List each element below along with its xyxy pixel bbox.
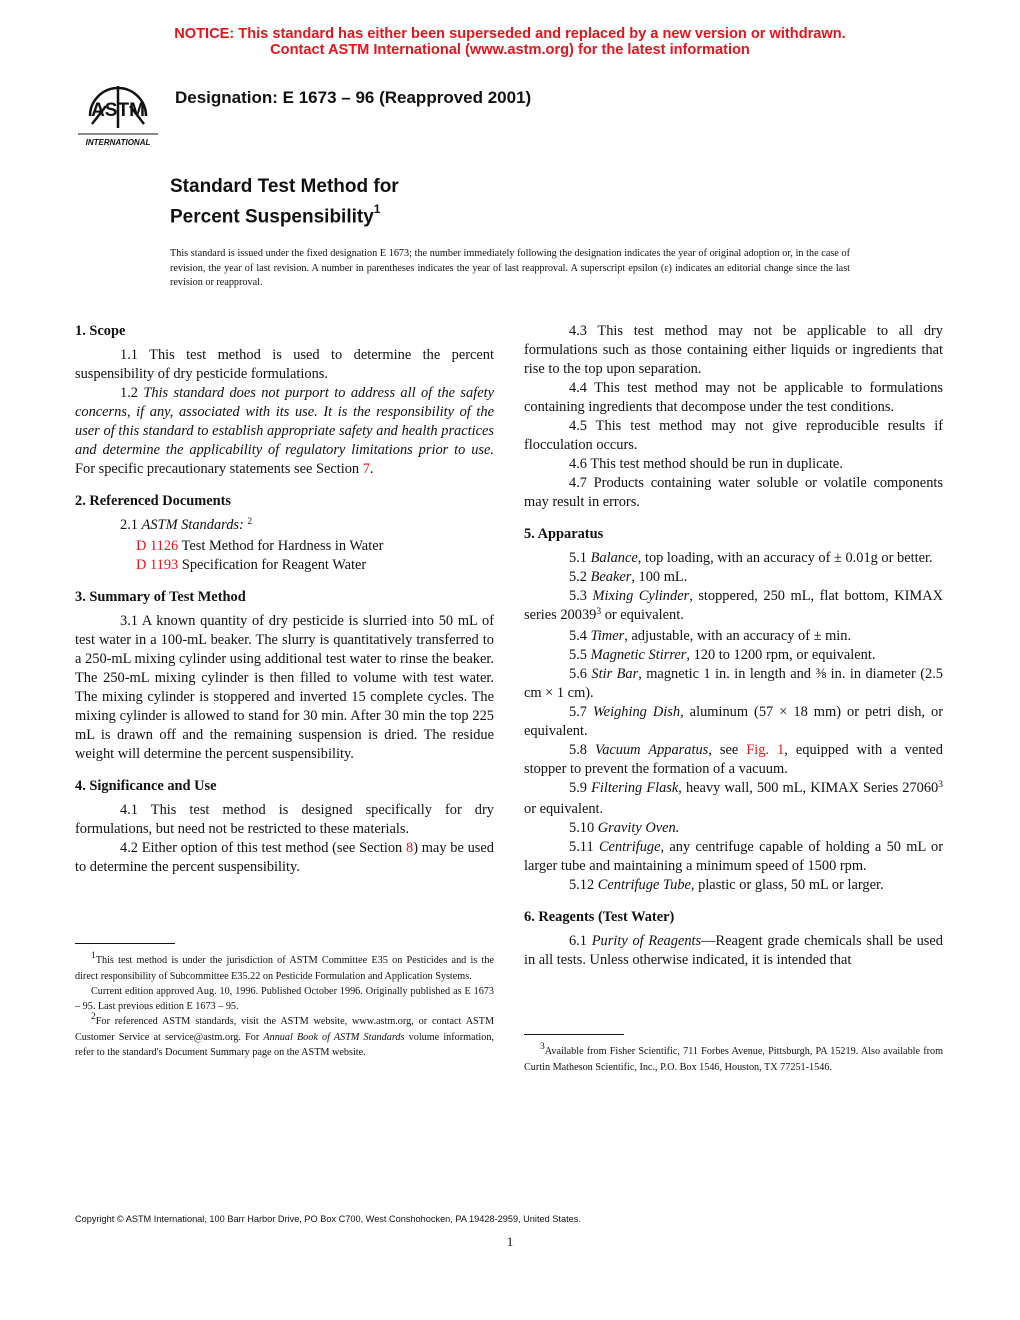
footnote-marker: 3 [596,607,602,617]
para-4-7: 4.7 Products containing water soluble or volatile components may result in errors. [524,475,943,510]
term: Balance [590,550,638,566]
section-3-heading: 3. Summary of Test Method [75,589,246,605]
para-text: , stoppered, 250 mL, flat bottom, KIMAX series 20039 [524,588,943,623]
figure-1-link[interactable]: Fig. 1 [746,742,785,758]
issuance-note: This standard is issued under the fixed designation E 1673; the number immediately following the designation indicates the year of original adoption or, in the case of revision, the year of last revision. A number in parentheses indicates the year of last reapproval. A superscript epsilon (ε) indicates an editorial change since the last revision or reapproval. [170,248,850,288]
para-1-1: 1.1 This test method is used to determine the percent suspensibility of dry pesticide formulations. [75,347,494,382]
ref-title: Test Method for Hardness in Water [178,538,384,554]
left-column [75,322,494,877]
para-num: 5.7 [569,704,594,720]
copyright-line: Copyright © ASTM International, 100 Barr Harbor Drive, PO Box C700, West Conshohocken, PA 19428-2959, United States. [75,1214,581,1224]
footnote-marker: 3 [540,1042,545,1052]
footnote-text: For referenced ASTM standards, visit the ASTM website, www.astm.org, or contact ASTM Customer Service at service@astm.org. For [75,1016,494,1043]
para-text: —Reagent grade chemicals shall be used in all tests. Unless otherwise indicated, it is intended that [524,933,943,968]
para-5-9 [524,779,943,819]
para-text: , heavy wall, 500 mL, KIMAX Series 27060 [678,780,939,796]
para-num: 5.2 [569,569,591,585]
para-num: 5.6 [569,666,592,682]
para-5-3 [524,587,943,627]
para-3-1: 3.1 A known quantity of dry pesticide is slurried into 50 mL of test water in a 100-mL beaker. The slurry is quantitatively transferred to a 250-mL mixing cylinder using additional test water to rinse the beaker. The 250-mL mixing cylinder is then filled to volume with test water. The mixing cylinder is stoppered and inverted 15 complete cycles. The mixing cylinder is allowed to stand for 30 min. After 30 min the top 225 mL is drawn off and the remaining suspension is dried. The residue weight will determine the percent suspensibility. [75,613,494,762]
footnote-marker: 2 [91,1012,96,1022]
para-4-6: 4.6 This test method should be run in duplicate. [569,456,843,472]
reference-d1193 [75,556,494,575]
para-num: 5.3 [569,588,593,604]
para-num: 2.1 [120,517,142,533]
term: Beaker [590,569,632,585]
d1126-link[interactable]: D 1126 [136,538,179,554]
footnote-text: Available from Fisher Scientific, 711 Forbes Avenue, Pittsburgh, PA 15219. Also available from Curtin Matheson Scientific, Inc., P.O. Box 1546, Houston, TX 77251-1546. [524,1046,943,1073]
footnote-rule-left [75,943,175,944]
para-num: 5.4 [569,628,591,644]
para-5-12 [524,876,943,895]
para-5-1 [524,549,943,568]
d1193-link[interactable]: D 1193 [136,557,179,573]
footnote-marker: 1 [91,951,96,961]
term: Weighing Dish [593,704,681,720]
para-text: or equivalent. [524,801,604,817]
para-4-1: 4.1 This test method is designed specifically for dry formulations, but need not be restricted to these materials. [75,802,494,837]
term: Gravity Oven. [597,820,680,836]
section-4-heading: 4. Significance and Use [75,778,217,794]
term: Timer [590,628,625,644]
para-4-2 [75,839,494,877]
term: Magnetic Stirrer [590,647,687,663]
term: Centrifuge Tube [597,877,691,893]
footnote-text: This test method is under the jurisdiction of ASTM Committee E35 on Pesticides and is the direct responsibility of Subcommittee E35.22 on Pesticide Formulation and Application Systems. [75,955,494,982]
astm-standards-label: ASTM Standards: [141,517,244,533]
para-text: , adjustable, with an accuracy of ± min. [624,628,852,644]
notice-line-2: Contact ASTM International (www.astm.org) for the latest information [270,42,750,58]
para-text: , 120 to 1200 rpm, or equivalent. [686,647,876,663]
para-5-8 [524,741,943,779]
reference-d1126 [75,537,494,556]
section-6-heading: 6. Reagents (Test Water) [524,909,675,925]
para-text: , top loading, with an accuracy of ± 0.01g or better. [637,550,933,566]
term: Mixing Cylinder [592,588,690,604]
para-num: 5.1 [569,550,591,566]
para-text: , plastic or glass, 50 mL or larger. [690,877,884,893]
para-num: 5.12 [569,877,598,893]
withdrawal-notice [0,26,1020,58]
para-text: or equivalent. [601,607,684,623]
footnote-1 [75,953,494,984]
para-num: 1.2 [120,385,144,401]
para-num: 6.1 [569,933,592,949]
footnote-marker: 3 [938,780,944,790]
designation: Designation: E 1673 – 96 (Reapproved 2001) [175,88,532,107]
para-5-5 [524,646,943,665]
annual-book-title: Annual Book of ASTM Standards [263,1032,405,1043]
para-text: , magnetic 1 in. in length and ⅜ in. in diameter (2.5 cm × 1 cm). [524,666,943,701]
para-text: , 100 mL. [631,569,688,585]
term: Vacuum Apparatus [595,742,709,758]
para-4-3: 4.3 This test method may not be applicable to all dry formulations such as those containing either liquids or ingredients that rise to the top upon separation. [524,323,943,377]
footnote-1-edition: Current edition approved Aug. 10, 1996. Published October 1996. Originally published as E 1673 – 95. Last previous edition E 1673 – 95. [75,986,494,1012]
right-column [524,322,943,970]
footnote-marker: 2 [247,517,253,527]
para-5-2 [524,568,943,587]
ref-title: Specification for Reagent Water [178,557,367,573]
term: Stir Bar [591,666,639,682]
para-text: ) may be used to determine the percent suspensibility. [75,840,494,875]
safety-statement: This standard does not purport to address all of the safety concerns, if any, associated with its use. It is the responsibility of the user of this standard to establish appropriate safety and health practices and determine the applicability of regulatory limitations prior to use. [75,385,494,458]
para-5-4 [524,627,943,646]
para-5-7 [524,703,943,741]
para-text: , any centrifuge capable of holding a 50 mL or larger tube and maintaining a minimum speed of 1500 rpm. [524,839,943,874]
footnote-3 [524,1044,943,1075]
para-num: 5.11 [569,839,599,855]
title-text: Percent Suspensibility [170,206,374,228]
document-title [170,175,399,229]
para-num: 5.10 [569,820,598,836]
footnote-rule-right [524,1034,624,1035]
term: Filtering Flask [591,780,679,796]
logo-subtext: INTERNATIONAL [85,138,151,147]
term: Purity of Reagents [591,933,702,949]
para-num: 5.8 [569,742,595,758]
section-1-heading: 1. Scope [75,323,126,339]
page-number: 1 [506,1234,514,1249]
section-5-heading: 5. Apparatus [524,526,604,542]
para-1-2 [75,384,494,479]
para-num: 5.5 [569,647,591,663]
notice-line-1: NOTICE: This standard has either been superseded and replaced by a new version or withdrawn. [174,26,846,42]
para-text: , see [708,742,747,758]
para-end: . [369,461,374,477]
footnote-text: volume information, refer to the standard's Document Summary page on the ASTM website. [75,1032,494,1058]
para-4-5: 4.5 This test method may not give reproducible results if flocculation occurs. [524,418,943,453]
term: Centrifuge [598,839,661,855]
footnote-2 [75,1014,494,1060]
para-5-10 [524,819,943,838]
para-num: 5.9 [569,780,592,796]
astm-logo [76,76,160,148]
title-line-2 [170,199,399,229]
footnotes-right [524,1044,943,1075]
para-4-4: 4.4 This test method may not be applicable to formulations containing ingredients that decompose under the test conditions. [524,380,943,415]
title-footnote-marker: 1 [373,202,381,216]
para-5-6 [524,665,943,703]
section-7-link[interactable]: 7 [362,461,370,477]
para-text: 4.2 Either option of this test method (see Section [120,840,406,856]
title-line-1: Standard Test Method for [170,176,399,197]
para-2-1 [75,516,494,537]
para-text: , equipped with a vented stopper to prevent the formation of a vacuum. [524,742,943,777]
logo-text: ASTM [91,100,145,121]
para-text: , aluminum (57 × 18 mm) or petri dish, or equivalent. [524,704,943,739]
section-2-heading: 2. Referenced Documents [75,493,231,509]
para-text: For specific precautionary statements see Section [75,461,363,477]
para-5-11 [524,838,943,876]
section-8-link[interactable]: 8 [405,840,414,856]
footnotes-left [75,953,494,1060]
para-6-1 [524,932,943,970]
